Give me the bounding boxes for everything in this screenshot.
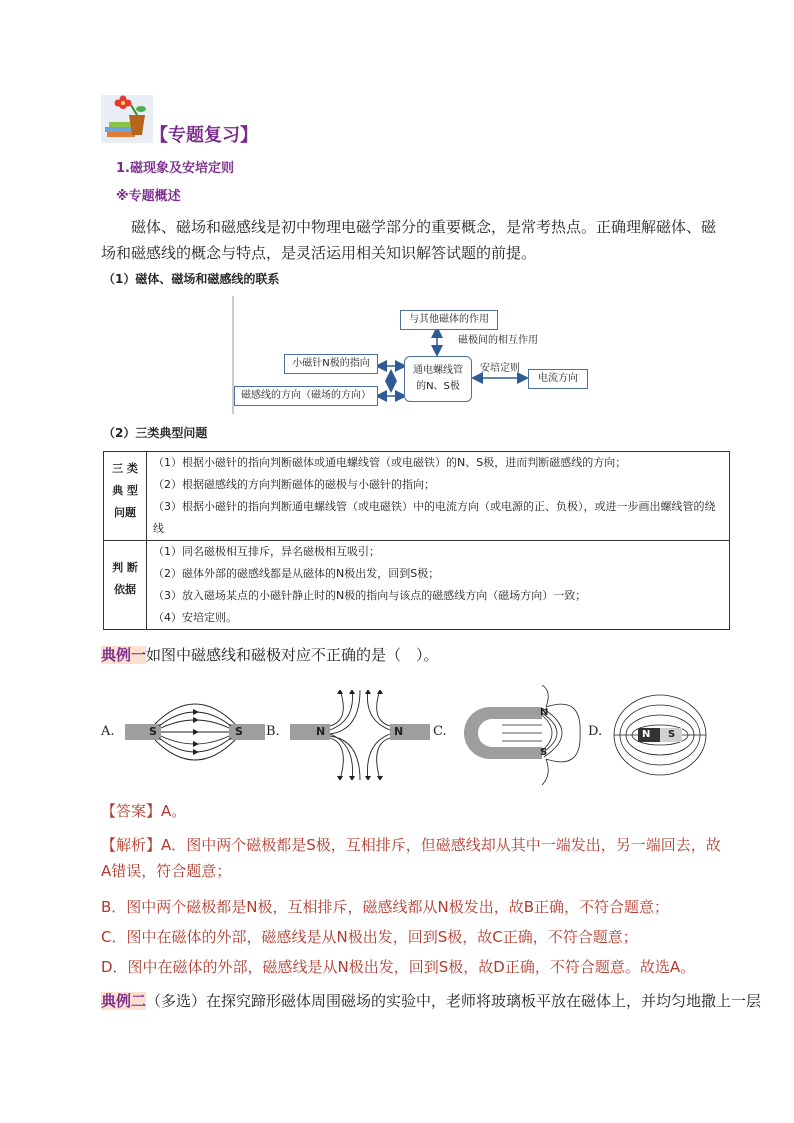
- list-item: （2）磁体外部的磁感线都是从磁体的N极出发，回到S极；: [153, 567, 440, 580]
- subheading-typical-problems: （2）三类典型问题: [103, 426, 208, 440]
- example1-question: 如图中磁感线和磁极对应不正确的是（ ）。: [146, 646, 439, 664]
- row-head-line: 判 断: [112, 561, 138, 574]
- table-cell: [147, 452, 730, 541]
- table-row: [104, 452, 730, 541]
- table-cell: [147, 541, 730, 630]
- table-row-head: [104, 452, 147, 541]
- box-field-direction: 磁感线的方向（磁场的方向）: [234, 386, 378, 406]
- list-item: （1）同名磁极相互排斥，异名磁极相互吸引；: [153, 545, 380, 558]
- box-needle-direction: 小磁针N极的指向: [284, 354, 378, 374]
- figure-a-magnets: [125, 690, 265, 780]
- answer-label: 【答案】: [101, 802, 162, 820]
- box-solenoid-line2: 的N、S极: [416, 381, 460, 392]
- analysis-a-text: A．图中两个磁极都是S极，互相排斥，但磁感线却从其中一端发出，另一端回去，故A错误，符合题意；: [101, 836, 721, 880]
- flower-pot-icon: [101, 95, 153, 143]
- analysis-c: C．图中在磁体的外部，磁感线是从N极出发，回到S极，故C正确，不符合题意；: [101, 928, 638, 946]
- option-a-label: A.: [101, 724, 115, 739]
- list-item: （1）根据小磁针的指向判断磁体或通电螺线管（或电磁铁）的N、S极，进而判断磁感线的方向；: [153, 456, 627, 469]
- overview-paragraph: 磁体、磁场和磁感线是初中物理电磁学部分的重要概念，是常考热点。正确理解磁体、磁场和磁感线的概念与特点，是灵活运用相关知识解答试题的前提。: [101, 218, 717, 262]
- example2-text: （多选）在探究蹄形磁体周围磁场的实验中，老师将玻璃板平放在磁体上，并均匀地撒上一层: [146, 992, 762, 1010]
- magnet-b-left-label: N: [316, 725, 326, 738]
- magnet-b-right-label: N: [394, 725, 404, 738]
- list-item: （2）根据磁感线的方向判断磁体的磁极与小磁针的指向；: [153, 478, 435, 491]
- figure-d-bar-magnet: [610, 690, 710, 780]
- answer-line: [101, 798, 186, 824]
- magnet-d-south-label: S: [668, 729, 676, 740]
- answer-value: A。: [161, 802, 187, 820]
- label-ampere-rule: 安培定则: [480, 363, 520, 374]
- analysis-b: B．图中两个磁极都是N极，互相排斥，磁感线都从N极发出，故B正确，不符合题意；: [101, 898, 670, 916]
- table-row: [104, 541, 730, 630]
- box-other-magnets: 与其他磁体的作用: [400, 310, 498, 330]
- analysis-a: [101, 832, 729, 884]
- list-item: （3）根据小磁针的指向判断通电螺线管（或电磁铁）中的电流方向（或电源的正、负极），或进一步画出螺线管的绕线: [153, 500, 716, 535]
- overview-label: ※专题概述: [116, 189, 181, 204]
- row-head-line: 依据: [114, 583, 136, 596]
- list-item: （3）放入磁场某点的小磁针静止时的N极的指向与该点的磁感线方向（磁场方向）一致；: [153, 589, 587, 602]
- page-title: 【专题复习】: [150, 125, 258, 146]
- row-head-line: 问题: [114, 506, 136, 519]
- list-item: （4）安培定则。: [153, 611, 237, 624]
- option-d-label: D.: [588, 724, 603, 739]
- figure-c-horseshoe: [462, 685, 582, 785]
- row-head-line: 三 类: [112, 462, 138, 475]
- box-current-direction: 电流方向: [528, 369, 588, 389]
- example2-tag: 典例二: [101, 992, 147, 1010]
- option-c-label: C.: [433, 724, 447, 739]
- example2-line: [101, 988, 761, 1014]
- box-solenoid-poles: [404, 356, 472, 402]
- analysis-label: 【解析】: [101, 836, 162, 854]
- relation-diagram: [228, 296, 608, 416]
- magnet-c-north-label: N: [540, 707, 549, 718]
- magnet-c-south-label: S: [540, 747, 548, 758]
- section-heading: 1.磁现象及安培定则: [116, 161, 234, 176]
- example1-tag: 典例一: [101, 646, 147, 664]
- figure-b-magnets: [290, 690, 430, 780]
- row-head-line: 典 型: [112, 484, 138, 497]
- typical-problems-table: [103, 451, 730, 630]
- label-pole-interaction: 磁极间的相互作用: [458, 335, 538, 346]
- magnet-a-left-label: S: [149, 725, 157, 738]
- magnet-d-north-label: N: [642, 729, 651, 740]
- table-row-head: [104, 541, 147, 630]
- magnet-a-right-label: S: [235, 725, 243, 738]
- box-solenoid-line1: 通电螺线管: [413, 365, 463, 376]
- analysis-d: D．图中在磁体的外部，磁感线是从N极出发，回到S极，故D正确，不符合题意。故选A。: [101, 958, 696, 976]
- subheading-relations: （1）磁体、磁场和磁感线的联系: [103, 272, 280, 286]
- option-b-label: B.: [266, 724, 280, 739]
- example1-question-line: [101, 642, 439, 668]
